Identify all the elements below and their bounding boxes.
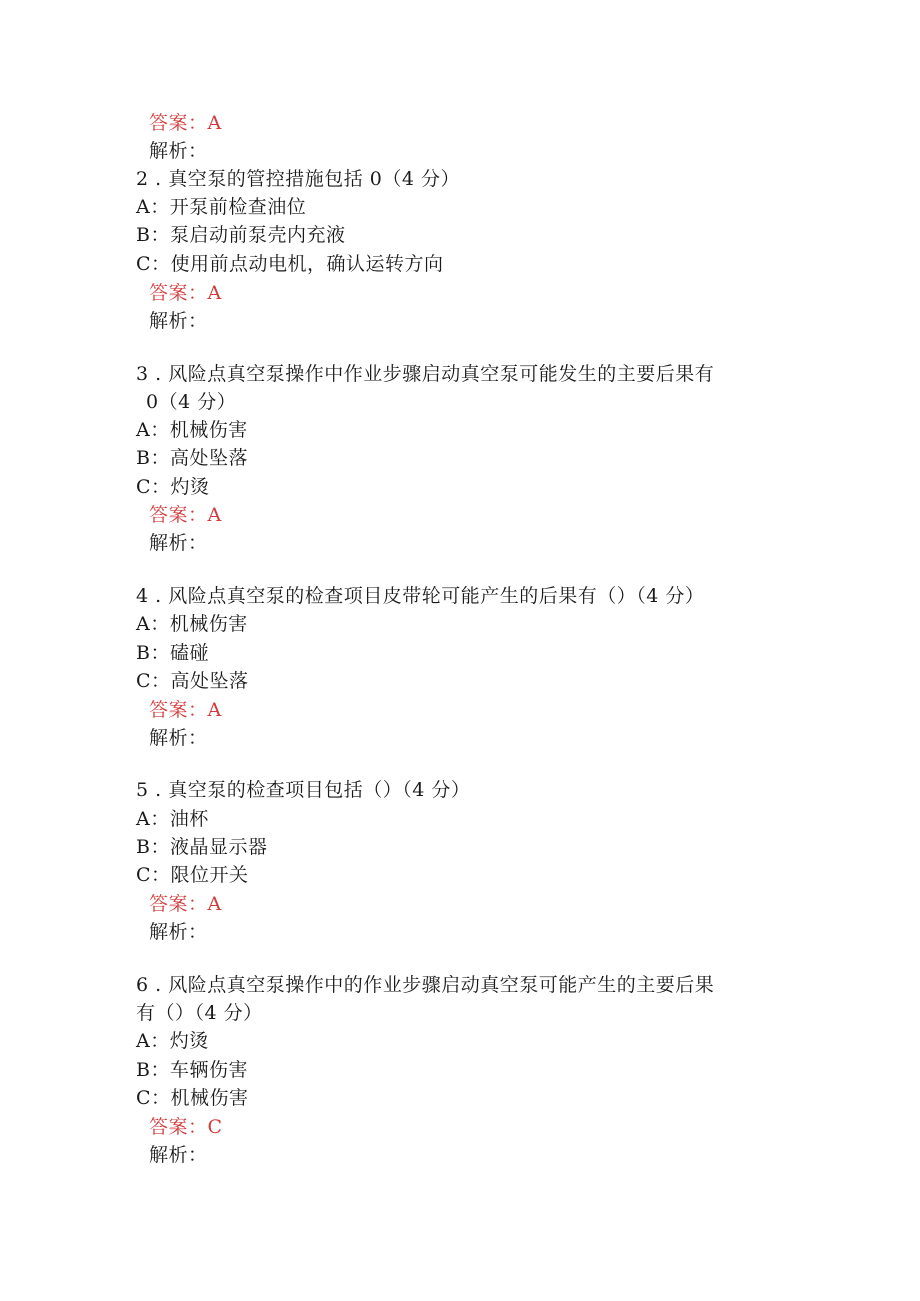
question-title: 6 . 风险点真空泵操作中的作业步骤启动真空泵可能产生的主要后果 xyxy=(136,974,715,996)
option-c: C：灼烫 xyxy=(136,476,210,498)
option-a: A：灼烫 xyxy=(136,1030,209,1052)
answer-text: 答案：A xyxy=(149,112,222,134)
question-title: 2 . 真空泵的管控措施包括 0（4 分） xyxy=(136,168,460,190)
option-a: A：油杯 xyxy=(136,808,209,830)
analysis-label: 解析： xyxy=(149,140,208,162)
option-a: A：开泵前检查油位 xyxy=(136,196,307,218)
question-title: 4 . 风险点真空泵的检查项目皮带轮可能产生的后果有（）（4 分） xyxy=(136,585,705,607)
option-c: C：使用前点动电机，确认运转方向 xyxy=(136,253,444,275)
answer-text: 答案：A xyxy=(149,699,222,721)
answer-text: 答案：A xyxy=(149,504,222,526)
question-title-continued: 0（4 分） xyxy=(146,391,237,413)
option-a: A：机械伤害 xyxy=(136,613,248,635)
option-b: B：车辆伤害 xyxy=(136,1059,248,1081)
option-a: A：机械伤害 xyxy=(136,419,248,441)
answer-text: 答案：A xyxy=(149,893,222,915)
option-c: C：高处坠落 xyxy=(136,670,249,692)
option-b: B：泵启动前泵壳内充液 xyxy=(136,224,346,246)
option-c: C：限位开关 xyxy=(136,864,249,886)
analysis-label: 解析： xyxy=(149,310,208,332)
analysis-label: 解析： xyxy=(149,1144,208,1166)
option-b: B：磕碰 xyxy=(136,642,209,664)
option-b: B：高处坠落 xyxy=(136,447,248,469)
question-title: 5 . 真空泵的检查项目包括（）（4 分） xyxy=(136,779,471,801)
option-c: C：机械伤害 xyxy=(136,1087,249,1109)
answer-text: 答案：A xyxy=(149,282,222,304)
answer-text: 答案：C xyxy=(149,1116,223,1138)
analysis-label: 解析： xyxy=(149,532,208,554)
question-title: 3 . 风险点真空泵操作中作业步骤启动真空泵可能发生的主要后果有 xyxy=(136,363,715,385)
analysis-label: 解析： xyxy=(149,921,208,943)
question-title-continued: 有（）（4 分） xyxy=(136,1002,263,1024)
analysis-label: 解析： xyxy=(149,727,208,749)
option-b: B：液晶显示器 xyxy=(136,836,268,858)
